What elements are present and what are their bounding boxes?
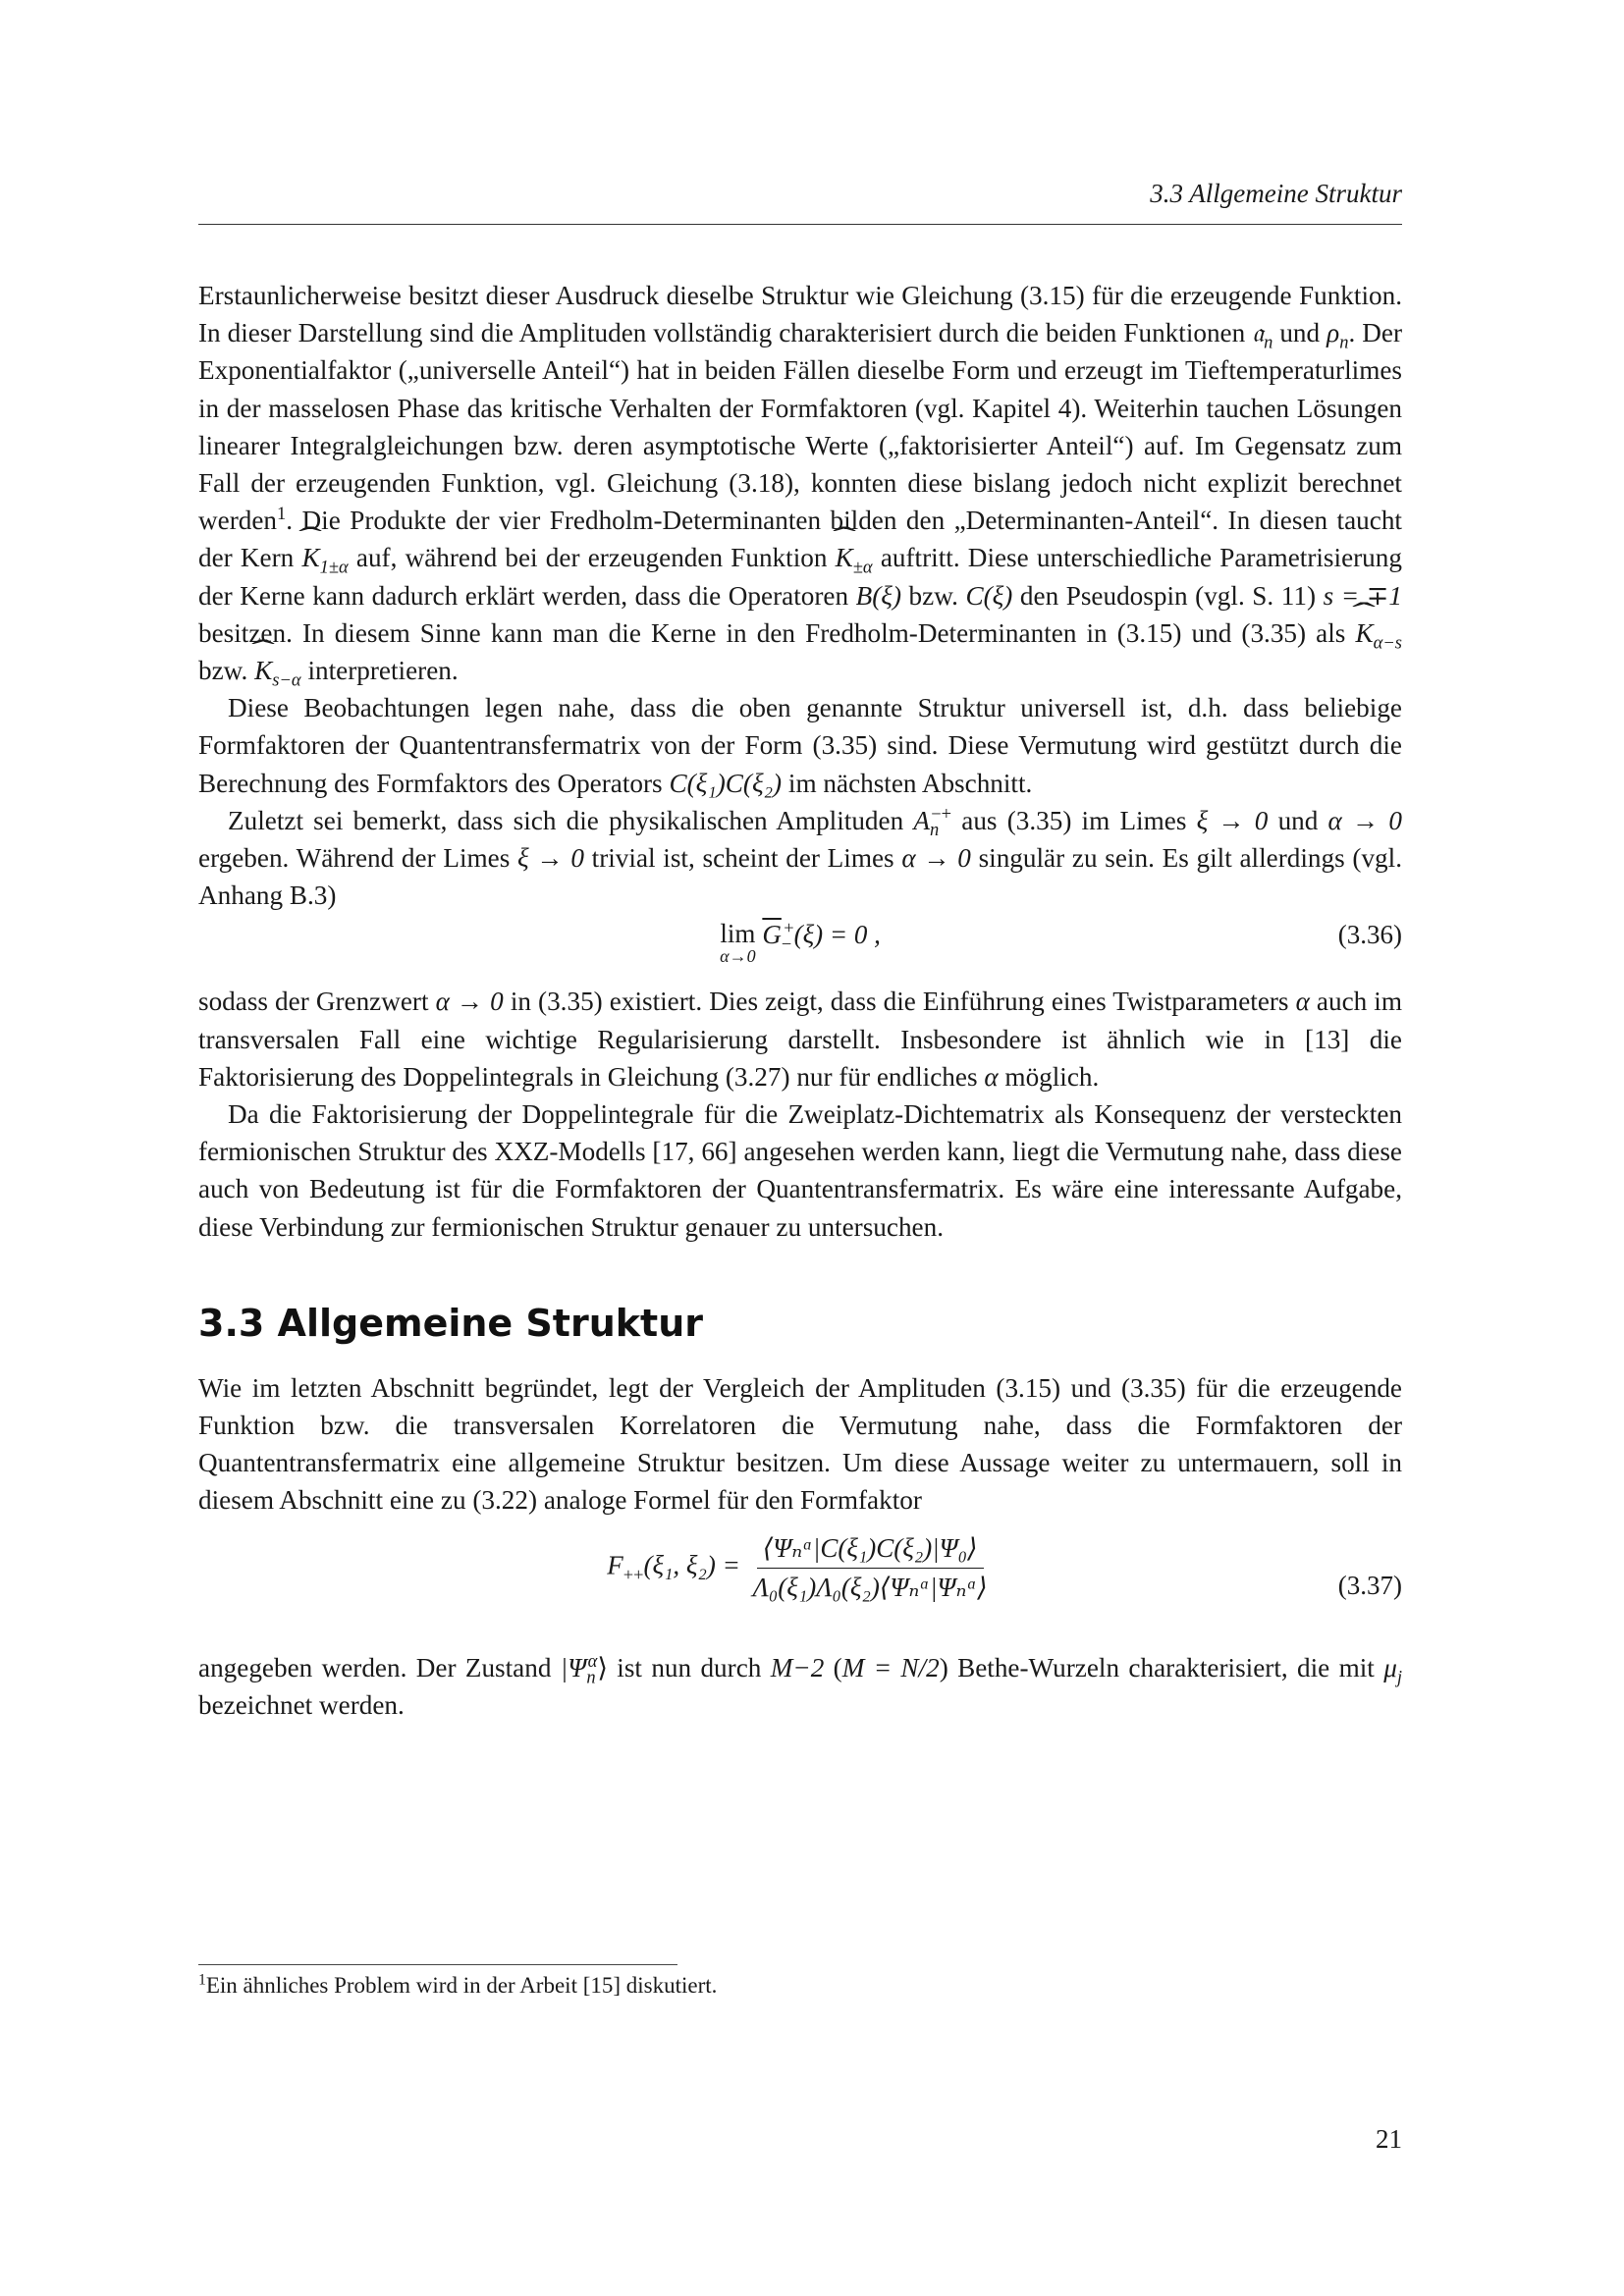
footnote [198,1971,1402,2001]
footnote-rule [198,1964,677,1965]
numerator: ⟨Ψₙᵅ|C(ξ₁)C(ξ₂)|Ψ₀⟩ [757,1533,984,1569]
paragraph-3: Zuletzt sei bemerkt, dass sich die physikalischen Amplituden $A_n^{-+}$ aus (3.35) im Limes ξ → 0 und α → 0 ergeben. Während der Limes ξ → 0 trivial ist, scheint der Limes α → 0 singulär zu sein. Es gilt allerdings (vgl. Anhang B.3) [198,803,1402,911]
section-heading: 3.3 Allgemeine Struktur [198,1301,703,1345]
equation-3-37-body: $F_{++}(\xi_1$, ξ₂) = $\frac{\text{⟨Ψₙᵅ|C(ξ₁)C(ξ₂)|Ψ₀⟩}}{\text{Λ₀(ξ₁)Λ₀(ξ₂)⟨Ψₙᵅ|Ψₙᵅ⟩}}$ [198,1533,1402,1603]
equation-3-36 [198,914,1402,983]
running-head: 3.3 Allgemeine Struktur [1150,179,1402,208]
header-rule [198,224,1402,225]
paragraph-2: Diese Beobachtungen legen nahe, dass die oben genannte Struktur universell ist, d.h. dass beliebige Formfaktoren der Quantentransfermatrix von der Form (3.35) sind. Diese Vermutung wird gestützt durch die Berechnung des Formfaktors des Operators C(ξ₁)C(ξ₂) im nächsten Abschnitt. [198,693,1402,798]
paragraph-1: Erstaunlicherweise besitzt dieser Ausdruck dieselbe Struktur wie Gleichung (3.15) für die erzeugende Funktion. In dieser Darstellung sind die Amplituden vollständig charakterisiert durch die beiden Funktionen 𝔞$_n$ und $\rho_n$. Der Exponentialfaktor („universelle Anteil“) hat in beiden Fällen dieselbe Form und erzeugt im Tieftemperaturlimes in der masselosen Phase das kritische Verhalten der Formfaktoren (vgl. Kapitel 4). Weiterhin tauchen Lösungen linearer Integralgleichungen bzw. deren asymptotische Werte („faktorisierter Anteil“) auf. Im Gegensatz zum Fall der erzeugenden Funktion, vgl. Gleichung (3.18), konnten diese bislang jedoch nicht explizit berechnet werden$^1$. Die Produkte der vier Fredholm-Determinanten bilden den „Determinanten-Anteil“. In diesen taucht der Kern ˆ $K_{1\pm\alpha}$ auf, während bei der erzeugenden Funktion ˆ $K_{\pm\alpha}$ auftritt. Diese unterschiedliche Parametrisierung der Kerne kann dadurch erklärt werden, dass die Operatoren B(ξ) bzw. C(ξ) den Pseudospin (vgl. S. 11) s = ∓1 besitzen. In diesem Sinne kann man die Kerne in den Fredholm-Determinanten in (3.15) und (3.35) als ˆ $K_{\alpha-s}$ bzw. ˆ $K_{s-\alpha}$ interpretieren. [198,277,1402,689]
body-text [198,277,1402,1724]
paragraph-4: sodass der Grenzwert α → 0 in (3.35) existiert. Dies zeigt, dass die Einführung eines Twistparameters α auch im transversalen Fall eine wichtige Regularisierung darstellt. Insbesondere ist ähnlich wie in [13] die Faktorisierung des Doppelintegrals in Gleichung (3.27) nur für endliches α möglich. [198,987,1402,1092]
equation-3-37 [198,1533,1402,1649]
paragraph-6: Wie im letzten Abschnitt begründet, legt der Vergleich der Amplituden (3.15) und (3.35) für die erzeugende Funktion bzw. die transversalen Korrelatoren die Vermutung nahe, dass die Formfaktoren der Quantentransfermatrix eine allgemeine Struktur besitzen. Um diese Aussage weiter zu untermauern, soll in diesem Abschnitt eine zu (3.22) analoge Formel für den Formfaktor [198,1372,1402,1516]
paragraph-7: angegeben werden. Der Zustand $|\Psi_n^\alpha⟩$ ist nun durch M−2 (M = N/2) Bethe-Wurzeln charakterisiert, die mit $\mu_j$ bezeichnet werden. [198,1650,1402,1720]
paragraph-5: Da die Faktorisierung der Doppelintegrale für die Zweiplatz-Dichtematrix als Konsequenz der versteckten fermionischen Struktur des XXZ-Modells [17, 66] angesehen werden kann, liegt die Vermutung nahe, dass diese auch von Bedeutung ist für die Formfaktoren der Quantentransfermatrix. Es wäre eine interessante Aufgabe, diese Verbindung zur fermionischen Struktur genauer zu untersuchen. [198,1099,1402,1242]
page-number: 21 [1376,2124,1402,2154]
footnote-number: 1 [198,1971,206,1989]
equation-number-3-37: (3.37) [1337,1570,1402,1600]
equation-number-3-36: (3.36) [1337,920,1402,950]
equation-3-36-body: lim α→0 $\overline{G}_-^+(\xi) = 0$ , [720,918,881,967]
footnote-text: Ein ähnliches Problem wird in der Arbeit [15] diskutiert. [205,1973,718,1998]
fraction [747,1533,994,1603]
denominator: Λ₀(ξ₁)Λ₀(ξ₂)⟨Ψₙᵅ|Ψₙᵅ⟩ [752,1572,988,1602]
footnote-mark[interactable]: 1 [277,504,287,524]
